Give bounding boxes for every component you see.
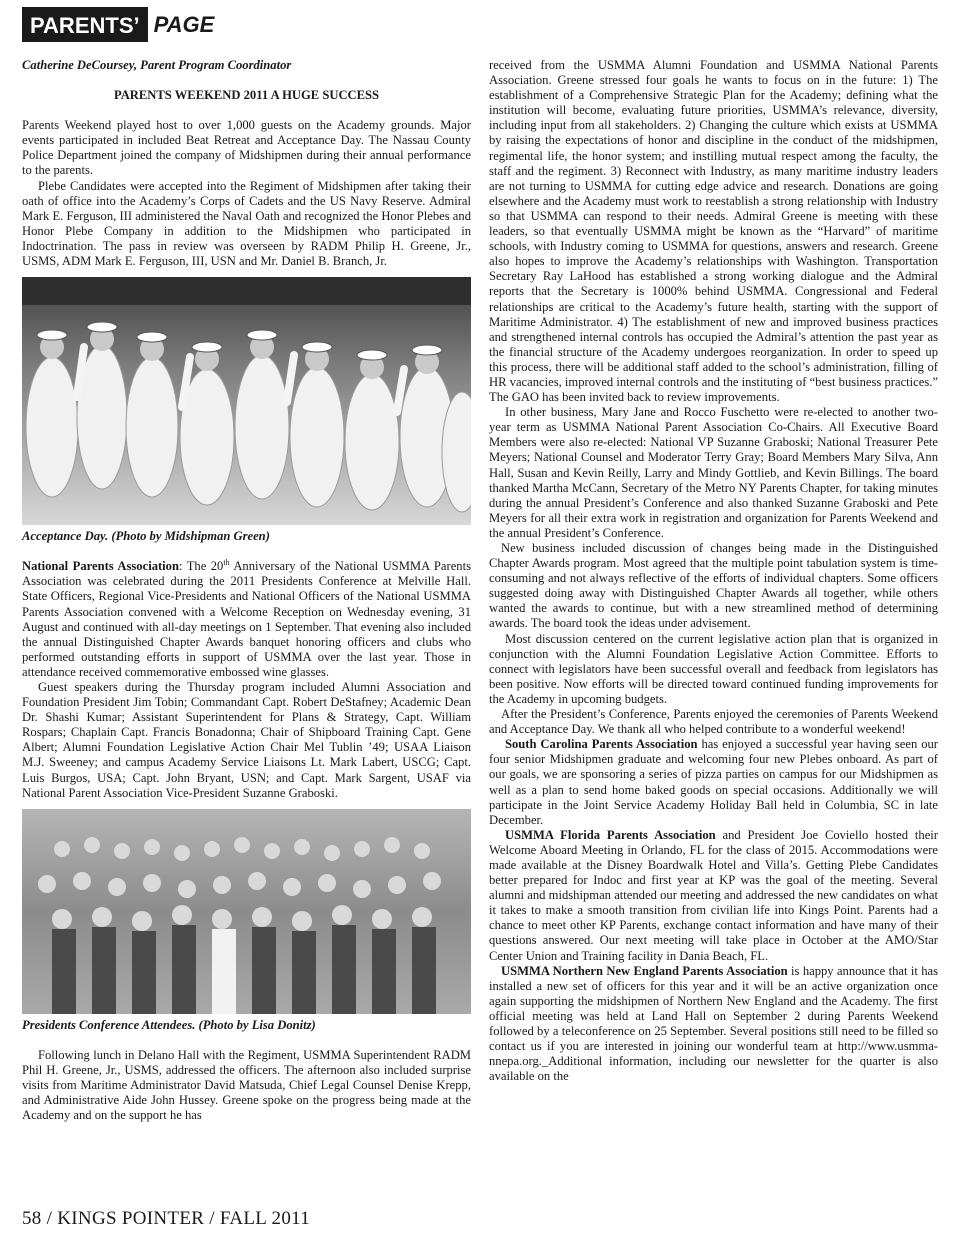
conference-photo xyxy=(22,809,471,1014)
ne-label: USMMA Northern New England Parents Association xyxy=(501,963,788,978)
sc-label: South Carolina Parents Association xyxy=(505,737,698,752)
left-column xyxy=(22,58,471,1123)
section-banner xyxy=(22,7,220,42)
photo-caption-conference: Presidents Conference Attendees. (Photo by Lisa Donitz) xyxy=(22,1017,316,1032)
paragraph-florida: USMMA Florida Parents Association and President Joe Coviello hosted their Welcome Aboard Meeting in Orlando, FL for the class of 2015. Accommodations were made available at the Disney Boardwalk Hotel and Villa’s. Getting Plebe Candidates better prepared for Indoc and first year at KP was the goal of the meeting. Several alumni and midshipman attended our meeting and addressed the new candidates on what it takes to make a smooth transition from civilian life into Kings Point. Parents had a chance to meet other KP Parents, exchange contact information and have many of their questions answered. Our next meeting will take place in October at the AMO/Star Center Union and Training facility in Dania Beach, FL. xyxy=(489,827,938,963)
byline: Catherine DeCoursey, Parent Program Coordinator xyxy=(22,58,292,72)
article-headline: PARENTS WEEKEND 2011 A HUGE SUCCESS xyxy=(113,88,380,103)
paragraph-legislative: Most discussion centered on the current legislative action plan that is organized in conjunction with the Alumni Foundation Legislative Action Committee. Efforts to connect with legislators have been successful overall and feedback from legislators has been positive. Now efforts will be directed toward continued funding improvements for the Academy in upcoming budgets. xyxy=(489,631,938,706)
paragraph-other-business: In other business, Mary Jane and Rocco Fuschetto were re-elected to another two-year term as USMMA National Parent Association Co-Chairs. All Executive Board Members were also re-elected: National VP Suzanne Graboski; National Treasurer Pete Meyers; National Counsel and Moderator Terry Gray; Board Members Mary Silva, Ann Hall, Susan and Kevin Reilly, Larry and Mindy Gottlieb, and Kevin Billings. The board thanked Martha McCann, Secretary of the Metro NY Parents Chapter, for taking minutes during the annual President’s Conference and also thanked Suzanne Graboski and Pete Meyers for all their extra work in registration and organization for Parents Weekend and the annual President’s Conference. xyxy=(489,405,938,540)
paragraph-plebes: Plebe Candidates were accepted into the Regiment of Midshipmen after taking their oath of office into the Academy’s Corps of Cadets and the US Navy Reserve. Admiral Mark E. Ferguson, III administered the Naval Oath and recognized the Honor Plebes and Honor Plebe Company in addition to the Midshipmen who participated in Indoctrination. The pass in review was overseen by RADM Philip H. Greene, Jr., USMS, ADM Mark E. Ferguson, III, USN and Mr. Daniel B. Branch, Jr. xyxy=(22,178,471,269)
fl-label: USMMA Florida Parents Association xyxy=(505,827,716,842)
paragraph-northern-new-england: USMMA Northern New England Parents Association is happy announce that it has installed a new set of officers for this year and it will be an active organization once again supporting the midshipmen of Northern New England and the Academy. The first official meeting was held at Land Hall on September 2 during Parents Weekend followed by a teleconference on 25 September. Several positions still need to be filled so contact us if you are interested in joining our wonderful team at http://www.usmma-nnepa.org._Additional information, including our newsletter for the quarter is also available on the xyxy=(489,963,938,1084)
paragraph-after-conference: After the President’s Conference, Parents enjoyed the ceremonies of Parents Weekend and Acceptance Day. We thank all who helped contribute to a wonderful weekend! xyxy=(489,707,938,737)
paragraph-new-business: New business included discussion of changes being made in the Distinguished Chapter Awards program. Most agreed that the multiple point tabulation system is time-consuming and not always reflective of the efforts of individual chapters. Some officers suggested doing away with Distinguished Chapter Awards all together, while others wanted the awards to continue, but with a new streamlined method of determining awards. The board took the ideas under advisement. xyxy=(489,541,938,631)
acceptance-day-image xyxy=(22,277,471,525)
npa-label: National Parents Association xyxy=(22,559,179,574)
paragraph-guest-speakers: Guest speakers during the Thursday program included Alumni Association and Foundation President Jim Tobin; Commandant Capt. Robert DeStafney; Academic Dean Dr. Shashi Kumar; Assistant Superintendent for Plans & Strategy, Capt. William Rospars; Chaplain Capt. Francis Bonadonna; Chair of Shipboard Training Capt. Gene Albert; Alumni Foundation Legislative Action Chair Mel Tublin ’49; USAA Liaison M.J. Sweeney; and campus Academy Service Liaisons Lt. Mark Labert, USCG; Capt. Luis Burgos, USA; Capt. John Bryant, USN; and Capt. Mark Sargent, USAF via National Parent Association Vice-President Suzanne Graboski. xyxy=(22,679,471,800)
conference-attendees-image xyxy=(22,809,471,1014)
paragraph-npa: National Parents Association: The 20th Anniversary of the National USMMA Parents Association was celebrated during the 2011 Presidents Conference at Melville Hall. State Officers, Regional Vice-Presidents and National Officers of the National USMMA Parents Association convened with a Welcome Reception on Wednesday evening, 31 August and continued with all-day meetings on 1 September. That evening also included the annual Distinguished Chapter Awards banquet honoring officers and clubs who performed outstanding efforts in support of USMMA over the last year. Those in attendance received commemorative embossed wine glasses. xyxy=(22,558,472,679)
paragraph-lunch: Following lunch in Delano Hall with the Regiment, USMMA Superintendent RADM Phil H. Greene, Jr., USMS, addressed the officers. The afternoon also included surprise visits from Maritime Administrator David Matsuda, Chief Legal Counsel Denise Krepp, and Administrative Aide John Hussey. Greene spoke on the progress being made at the Academy and on the support he has xyxy=(22,1047,471,1123)
photo-caption-acceptance: Acceptance Day. (Photo by Midshipman Green) xyxy=(22,529,270,544)
right-column xyxy=(489,58,938,1084)
banner-parents: PARENTS’ xyxy=(22,7,148,42)
paragraph-intro: Parents Weekend played host to over 1,000 guests on the Academy grounds. Major events participated in included Beat Retreat and Acceptance Day. The Nassau County Police Department joined the company of Midshipmen during their annual performance to the parents. xyxy=(22,118,471,178)
banner-page: PAGE xyxy=(153,11,215,37)
paragraph-south-carolina: South Carolina Parents Association has enjoyed a successful year having seen our four senior Midshipmen graduate and welcoming four new Plebes onboard. As part of our goals, we are sponsoring a series of pizza parties on campus for our Midshipmen as well as a plan to send home baked goods on special occasions. Additionally we will participate in the Joint Service Academy Holiday Ball held in Columbia, SC in late December. xyxy=(489,737,938,827)
paragraph-greene-goals: received from the USMMA Alumni Foundation and USMMA National Parents Association. Greene stressed four goals he wants to focus on in the future: 1) The establishment of a Comprehensive Strategic Plan for the Academy; defining what the institution will become, evaluating future priorities, USMMA’s relevance, diversity, including input from all stakeholders. 2) Changing the culture which exists at USMMA by raising the expectations of honor and discipline in the conduct of the midshipmen, regimental life, the honor system; and instilling mutual respect among the faculty, the staff and the regiment. 3) Reconnect with Industry, as many maritime industry leaders are not turning to USMMA for cutting edge advice and research. Donations are going elsewhere and the Academy must work to reestablish a strong relationship with Industry so that USMMA can respond to their needs. Admiral Greene is meeting with these leaders, so that eventually USMMA might be known as the “Harvard” of maritime schools, with Industry coming to USMMA for questions, answers and research. Greene also hopes to improve the Academy’s relationships with Washington. Transportation Secretary Ray LaHood has established a strong working dialogue and the Admiral reports that the Secretary is 1000% behind USMMA. Congressional and Federal relationships are critical to the Academy’s future health, starting with the support of Maritime Administrator. 4) The establishment of new and improved business practices and strengthened internal controls has occupied the Admiral’s attention the past year as the financial structure of the Academy undergoes reorganization. In order to speed up this process, there will be additional staff added to the school’s administration, filling of HR vacancies, improved internal controls and the instituting of “best business practices.” The GAO has been invited back to review improvements. xyxy=(489,58,938,405)
page-footer: 58 / KINGS POINTER / FALL 2011 xyxy=(22,1208,311,1229)
acceptance-day-photo xyxy=(22,277,471,525)
